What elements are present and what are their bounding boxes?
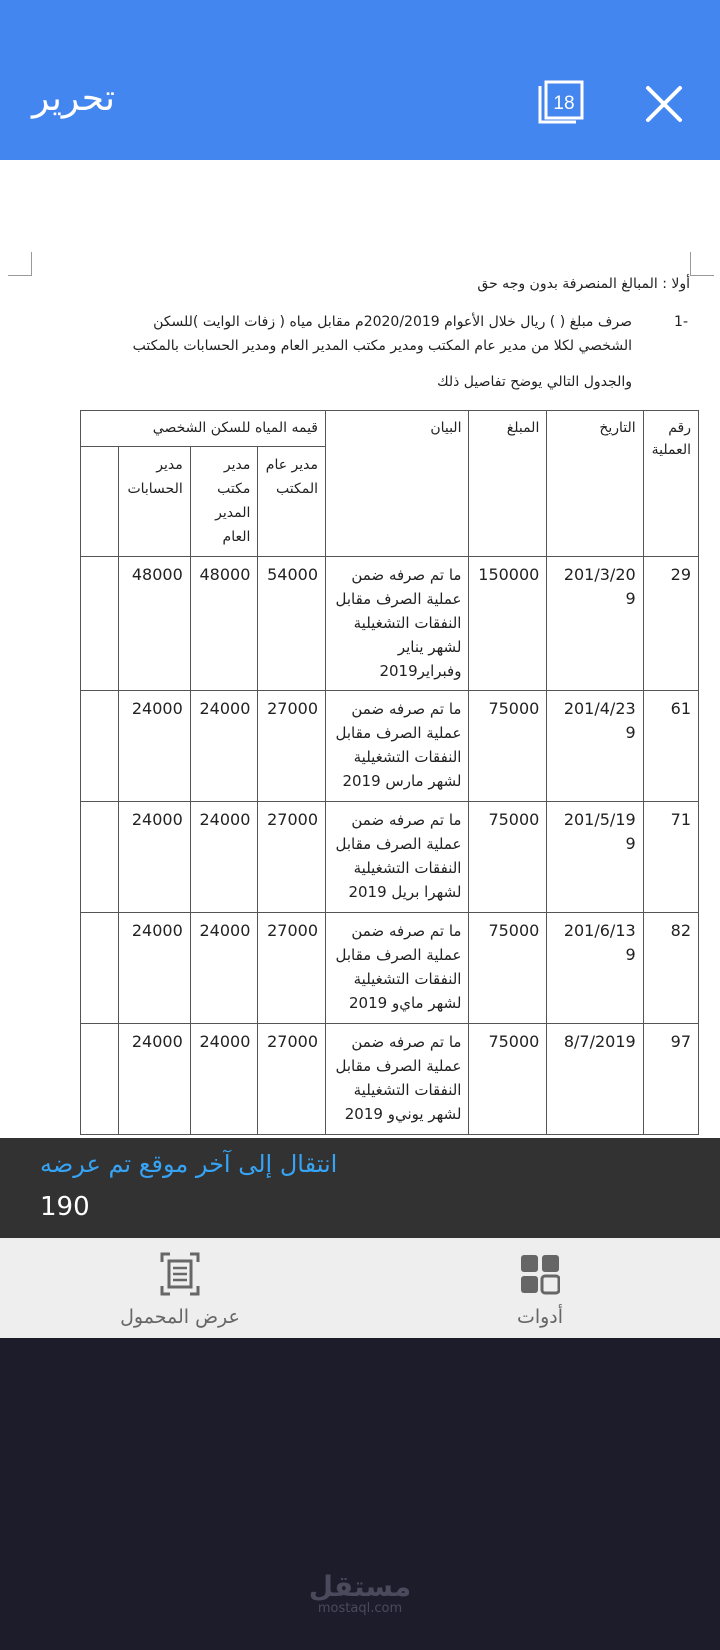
cell-accounts: 48000 [119, 557, 191, 691]
cell-gm: 27000 [258, 913, 326, 1024]
cell-gm: 27000 [258, 691, 326, 802]
cell-date: 201/5/199 [547, 802, 643, 913]
cell-empty [81, 802, 119, 913]
last-position-value: 190 [40, 1192, 90, 1222]
bottom-toolbar [0, 1238, 720, 1338]
subheader-accounts: مدير الحسابات [119, 447, 191, 557]
go-to-last-position-link[interactable]: انتقال إلى آخر موقع تم عرضه [40, 1150, 338, 1178]
page-corner-mark [690, 252, 714, 276]
cell-date: 201/3/209 [547, 557, 643, 691]
page-count: 18 [553, 93, 575, 114]
cell-gm-office: 24000 [190, 691, 258, 802]
cell-amount: 75000 [469, 802, 547, 913]
cell-accounts: 24000 [119, 913, 191, 1024]
cell-accounts: 24000 [119, 1024, 191, 1135]
subheader-gm-office: مدير مكتب المدير العام [190, 447, 258, 557]
mobile-view-icon [160, 1252, 200, 1296]
cell-empty [81, 1024, 119, 1135]
cell-op-no: 71 [643, 802, 698, 913]
cell-statement: ما تم صرفه ضمن عملية الصرف مقابل النفقات التشغيلية لشهر مارس 2019 [326, 691, 469, 802]
tools-button[interactable] [460, 1252, 620, 1328]
cell-amount: 75000 [469, 1024, 547, 1135]
cell-gm: 54000 [258, 557, 326, 691]
logo-arabic: مستقل [308, 1570, 412, 1603]
table-row [81, 802, 699, 913]
cell-amount: 75000 [469, 691, 547, 802]
table-row [81, 913, 699, 1024]
header-statement: البيان [326, 411, 469, 557]
cell-date: 201/6/139 [547, 913, 643, 1024]
mostaql-logo [300, 1570, 420, 1616]
cell-statement: ما تم صرفه ضمن عملية الصرف مقابل النفقات التشغيلية لشهرا بريل 2019 [326, 802, 469, 913]
header-amount: المبلغ [469, 411, 547, 557]
cell-gm: 27000 [258, 1024, 326, 1135]
cell-gm-office: 24000 [190, 802, 258, 913]
mobile-view-label: عرض المحمول [120, 1306, 240, 1328]
close-button[interactable] [640, 80, 688, 128]
cell-op-no: 97 [643, 1024, 698, 1135]
expenses-table [80, 410, 699, 1135]
cell-statement: ما تم صرفه ضمن عملية الصرف مقابل النفقات التشغيلية لشهر يناير وفبراير2019 [326, 557, 469, 691]
grid-icon [520, 1252, 560, 1296]
header-water-value: قيمه المياه للسكن الشخصي [81, 411, 326, 447]
cell-op-no: 29 [643, 557, 698, 691]
item-text-line-1: صرف مبلغ ( ) ريال خلال الأعوام 2020/2019م مقابل مياه ( زفات الوايت )للسكن [153, 314, 632, 330]
cell-empty [81, 557, 119, 691]
doc-heading: أولا : المبالغ المنصرفة بدون وجه حق [477, 276, 690, 292]
pages-icon [536, 78, 586, 128]
mobile-view-button[interactable] [100, 1252, 260, 1328]
cell-date: 201/4/239 [547, 691, 643, 802]
cell-gm: 27000 [258, 802, 326, 913]
cell-amount: 150000 [469, 557, 547, 691]
page-count-button[interactable] [536, 78, 586, 128]
cell-gm-office: 24000 [190, 913, 258, 1024]
item-number: -1 [674, 314, 688, 330]
cell-gm-office: 48000 [190, 557, 258, 691]
cell-date: 8/7/2019 [547, 1024, 643, 1135]
header-op-no: رقم العملية [643, 411, 698, 557]
cell-statement: ما تم صرفه ضمن عملية الصرف مقابل النفقات التشغيلية لشهر يوني‌و 2019 [326, 1024, 469, 1135]
table-row [81, 691, 699, 802]
cell-empty [81, 691, 119, 802]
item-text-line-2: الشخصي لكلا من مدير عام المكتب ومدير مكتب المدير العام ومدير الحسابات بالمكتب [132, 338, 632, 354]
subheader-empty [81, 447, 119, 557]
table-intro: والجدول التالي يوضح تفاصيل ذلك [437, 374, 632, 390]
header-date: التاريخ [547, 411, 643, 557]
subheader-gm: مدير عام المكتب [258, 447, 326, 557]
cell-empty [81, 913, 119, 1024]
cell-op-no: 82 [643, 913, 698, 1024]
tools-label: أدوات [516, 1306, 564, 1328]
app-header [0, 0, 720, 160]
table-row [81, 557, 699, 691]
header-title: تحرير [32, 78, 116, 119]
table-row [81, 1024, 699, 1135]
close-icon [640, 80, 688, 128]
cell-accounts: 24000 [119, 691, 191, 802]
cell-gm-office: 24000 [190, 1024, 258, 1135]
cell-accounts: 24000 [119, 802, 191, 913]
page-corner-mark [8, 252, 32, 276]
logo-latin: mostaql.com [317, 1601, 403, 1616]
cell-amount: 75000 [469, 913, 547, 1024]
last-position-snackbar [0, 1138, 720, 1238]
cell-op-no: 61 [643, 691, 698, 802]
document-page[interactable] [0, 160, 720, 1138]
cell-statement: ما تم صرفه ضمن عملية الصرف مقابل النفقات التشغيلية لشهر ماي‌و 2019 [326, 913, 469, 1024]
